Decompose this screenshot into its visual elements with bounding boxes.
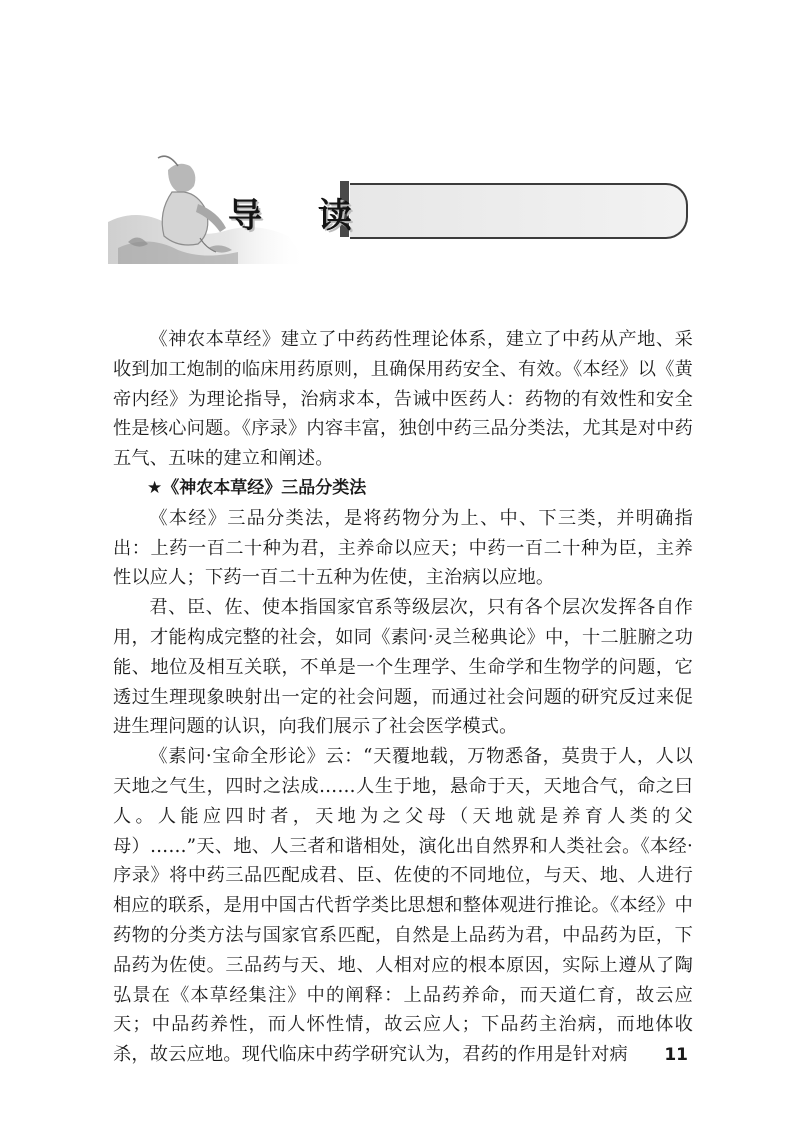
paragraph-sovereign-minister: 君、臣、佐、使本指国家官系等级层次，只有各个层次发挥各自作用，才能构成完整的社会，如同《素问·灵兰秘典论》中，十二脏腑之功能、地位及相互关联，不单是一个生理学、生命学和生物学的问题，它透过生理现象映射出一定的社会问题，而通过社会问题的研究反过来促进生理问题的认识，向我们展示了社会医学模式。	[113, 597, 693, 738]
section-subheading: ★《神农本草经》三品分类法	[147, 477, 367, 498]
page-number: 11	[664, 1045, 688, 1065]
paragraph-intro: 《神农本草经》建立了中药药性理论体系，建立了中药从产地、采收到加工炮制的临床用药原则，且确保用药安全、有效。《本经》以《黄帝内经》为理论指导，治病求本，告诫中医药人：药物的有效性和安全性是核心问题。《序录》内容丰富，独创中药三品分类法，尤其是对中药五气、五味的建立和阐述。	[113, 329, 693, 470]
section-title: 导 读	[228, 196, 374, 236]
paragraph-suwen-quote: 《素问·宝命全形论》云：“天覆地载，万物悉备，莫贵于人，人以天地之气生，四时之法成……人生于地，悬命于天，天地合气，命之曰人。人能应四时者，天地为之父母（天地就是养育人类的父母）……”天、地、人三者和谐相处，演化出自然界和人类社会。《本经·序录》将中药三品匹配成君、臣、佐使的不同地位，与天、地、人进行相应的联系，是用中国古代哲学类比思想和整体观进行推论。《本经》中药物的分类方法与国家官系匹配，自然是上品药为君，中品药为臣，下品药为佐使。三品药与天、地、人相对应的根本原因，实际上遵从了陶弘景在《本草经集注》中的阐释：上品药养命，而天道仁育，故云应天；中品药养性，而人怀性情，故云应人；下品药主治病，而地体收杀，故云应地。现代临床中药学研究认为，君药的作用是针对病	[113, 746, 693, 1066]
paragraph-three-grades: 《本经》三品分类法，是将药物分为上、中、下三类，并明确指出：上药一百二十种为君，主养命以应天；中药一百二十种为臣，主养性以应人；下药一百二十五种为佐使，主治病以应地。	[113, 507, 693, 589]
header-title-box	[350, 183, 688, 239]
body-text	[113, 325, 693, 1070]
